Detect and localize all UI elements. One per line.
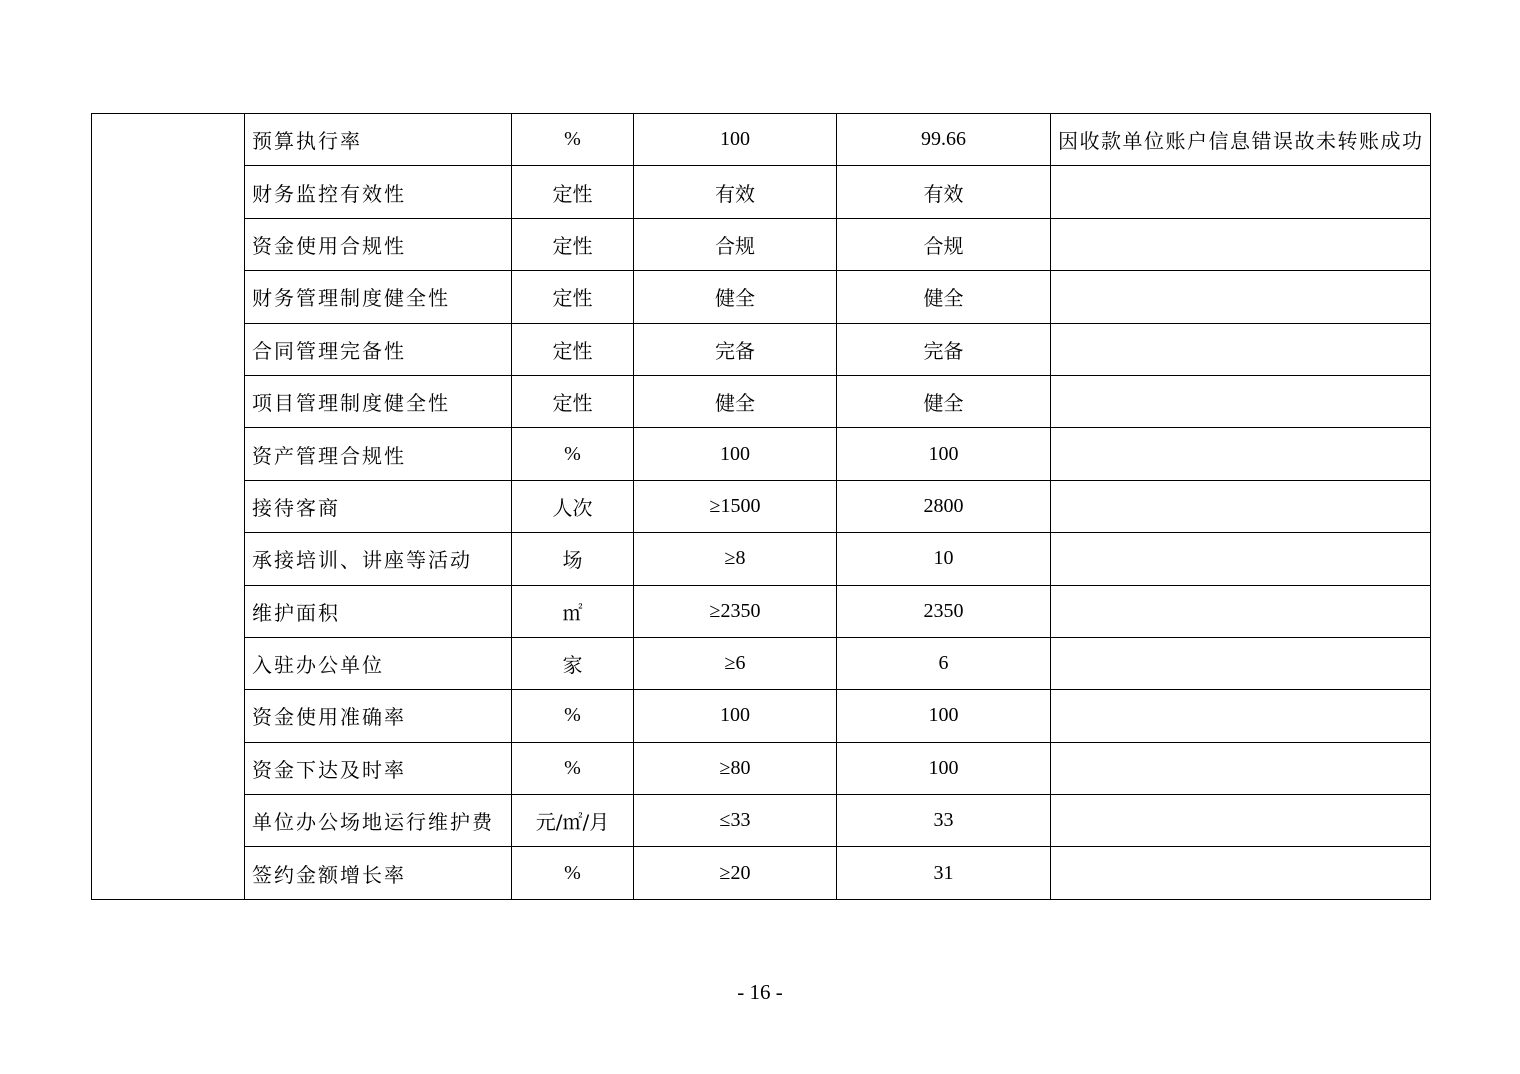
- note-cell: [1051, 795, 1431, 847]
- indicator-name-cell: 单位办公场地运行维护费: [245, 795, 512, 847]
- target-value-cell: 100: [634, 428, 837, 480]
- actual-value-cell: 健全: [837, 271, 1051, 323]
- unit-cell: ㎡: [512, 585, 634, 637]
- table-row: [92, 114, 1431, 166]
- indicator-name-cell: 合同管理完备性: [245, 323, 512, 375]
- indicator-name-cell: 入驻办公单位: [245, 637, 512, 689]
- category-cell: [92, 114, 245, 900]
- unit-cell: 定性: [512, 166, 634, 218]
- actual-value-cell: 100: [837, 742, 1051, 794]
- table-row: [92, 533, 1431, 585]
- indicator-name-cell: 资金使用合规性: [245, 218, 512, 270]
- page-number: - 16 -: [737, 980, 783, 1004]
- table-row: [92, 323, 1431, 375]
- performance-indicator-table: [91, 113, 1431, 900]
- note-cell: [1051, 375, 1431, 427]
- note-cell: [1051, 637, 1431, 689]
- actual-value-cell: 2800: [837, 480, 1051, 532]
- unit-cell: 定性: [512, 271, 634, 323]
- target-value-cell: ≥20: [634, 847, 837, 899]
- note-cell: [1051, 480, 1431, 532]
- actual-value-cell: 31: [837, 847, 1051, 899]
- target-value-cell: ≥80: [634, 742, 837, 794]
- indicator-name-cell: 财务监控有效性: [245, 166, 512, 218]
- unit-cell: 家: [512, 637, 634, 689]
- actual-value-cell: 99.66: [837, 114, 1051, 166]
- target-value-cell: 健全: [634, 271, 837, 323]
- unit-cell: %: [512, 114, 634, 166]
- table-row: [92, 742, 1431, 794]
- note-cell: [1051, 166, 1431, 218]
- target-value-cell: 有效: [634, 166, 837, 218]
- unit-cell: 元/㎡/月: [512, 795, 634, 847]
- actual-value-cell: 6: [837, 637, 1051, 689]
- indicator-name-cell: 接待客商: [245, 480, 512, 532]
- target-value-cell: ≥6: [634, 637, 837, 689]
- unit-cell: 定性: [512, 323, 634, 375]
- table-row: [92, 428, 1431, 480]
- table-row: [92, 166, 1431, 218]
- indicator-name-cell: 资产管理合规性: [245, 428, 512, 480]
- actual-value-cell: 完备: [837, 323, 1051, 375]
- note-cell: [1051, 847, 1431, 899]
- indicator-name-cell: 资金使用准确率: [245, 690, 512, 742]
- indicator-name-cell: 维护面积: [245, 585, 512, 637]
- actual-value-cell: 有效: [837, 166, 1051, 218]
- indicator-name-cell: 财务管理制度健全性: [245, 271, 512, 323]
- unit-cell: %: [512, 847, 634, 899]
- indicator-name-cell: 承接培训、讲座等活动: [245, 533, 512, 585]
- table-row: [92, 585, 1431, 637]
- unit-cell: 人次: [512, 480, 634, 532]
- target-value-cell: 100: [634, 690, 837, 742]
- table-row: [92, 637, 1431, 689]
- actual-value-cell: 33: [837, 795, 1051, 847]
- note-cell: [1051, 428, 1431, 480]
- actual-value-cell: 健全: [837, 375, 1051, 427]
- note-cell: [1051, 742, 1431, 794]
- table-row: [92, 375, 1431, 427]
- target-value-cell: ≥1500: [634, 480, 837, 532]
- note-cell: [1051, 323, 1431, 375]
- unit-cell: %: [512, 428, 634, 480]
- unit-cell: %: [512, 690, 634, 742]
- target-value-cell: 合规: [634, 218, 837, 270]
- actual-value-cell: 10: [837, 533, 1051, 585]
- unit-cell: %: [512, 742, 634, 794]
- indicator-name-cell: 项目管理制度健全性: [245, 375, 512, 427]
- note-cell: [1051, 533, 1431, 585]
- table-body: [92, 114, 1431, 900]
- actual-value-cell: 100: [837, 690, 1051, 742]
- table-row: [92, 847, 1431, 899]
- note-cell: [1051, 218, 1431, 270]
- target-value-cell: ≤33: [634, 795, 837, 847]
- target-value-cell: ≥2350: [634, 585, 837, 637]
- actual-value-cell: 合规: [837, 218, 1051, 270]
- indicator-name-cell: 资金下达及时率: [245, 742, 512, 794]
- unit-cell: 定性: [512, 375, 634, 427]
- target-value-cell: ≥8: [634, 533, 837, 585]
- unit-cell: 定性: [512, 218, 634, 270]
- table-row: [92, 218, 1431, 270]
- target-value-cell: 100: [634, 114, 837, 166]
- note-cell: 因收款单位账户信息错误故未转账成功: [1051, 114, 1431, 166]
- table-row: [92, 690, 1431, 742]
- actual-value-cell: 2350: [837, 585, 1051, 637]
- indicator-name-cell: 签约金额增长率: [245, 847, 512, 899]
- table-row: [92, 480, 1431, 532]
- target-value-cell: 健全: [634, 375, 837, 427]
- target-value-cell: 完备: [634, 323, 837, 375]
- table-row: [92, 271, 1431, 323]
- note-cell: [1051, 690, 1431, 742]
- indicator-name-cell: 预算执行率: [245, 114, 512, 166]
- actual-value-cell: 100: [837, 428, 1051, 480]
- unit-cell: 场: [512, 533, 634, 585]
- note-cell: [1051, 585, 1431, 637]
- note-cell: [1051, 271, 1431, 323]
- table-row: [92, 795, 1431, 847]
